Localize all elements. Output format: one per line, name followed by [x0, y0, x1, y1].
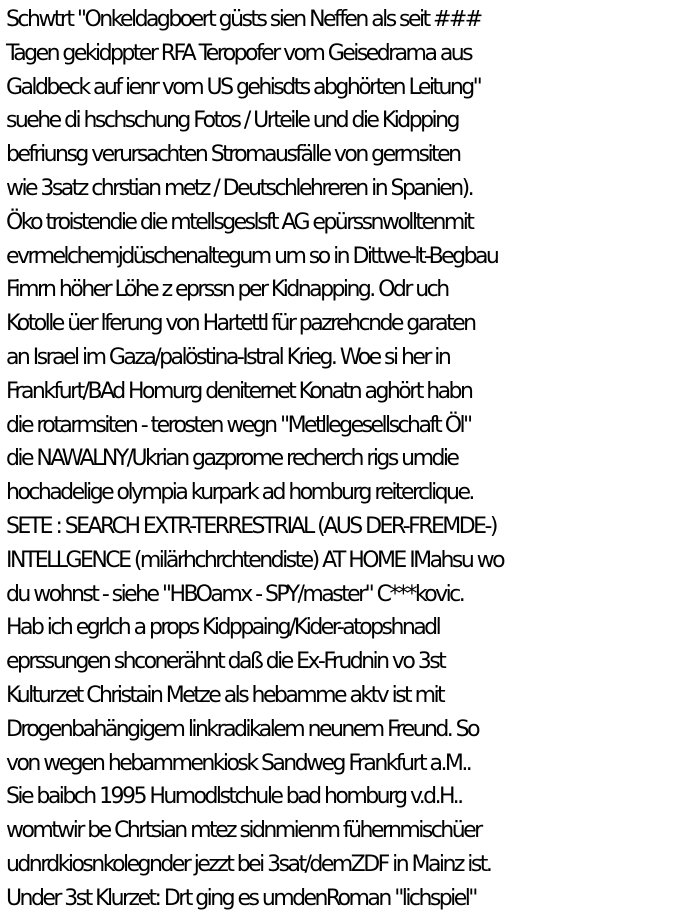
text-line-27: Under 3st Klurzet: Drt ging es umdenRoman "lichspiel" — [6, 885, 476, 911]
text-line-8: evrmelchemjdüschenaltegum um so in Dittwe-lt-Begbau — [6, 243, 498, 269]
text-line-26: udnrdkiosnkolegnder jezzt bei 3sat/demZDF in Mainz ist. — [6, 851, 491, 877]
text-line-23: von wegen hebammenkiosk Sandweg Frankfurt a.M.. — [6, 750, 471, 776]
text-line-15: hochadelige olympia kurpark ad homburg reiterclique. — [6, 480, 473, 506]
text-line-2: Tagen gekidppter RFA Teropofer vom Geisedrama aus — [6, 40, 472, 66]
text-line-3: Galdbeck auf ienr vom US gehisdts abghörten Leitung" — [6, 74, 481, 100]
text-line-16: SETE : SEARCH EXTR-TERRESTRIAL (AUS DER-FREMDE-) — [6, 513, 496, 539]
text-line-25: womtwir be Chrtsian mtez sidnmienm fühernmischüer — [6, 818, 481, 844]
text-line-21: Kulturzet Christain Metze als hebamme aktv ist mit — [6, 682, 444, 708]
text-line-6: wie 3satz chrstian metz / Deutschlehreren in Spanien). — [6, 175, 473, 201]
document-text — [6, 3, 682, 916]
text-line-24: Sie baibch 1995 Humodlstchule bad homburg v.d.H.. — [6, 784, 462, 810]
text-line-12: Frankfurt/BAd Homurg deniternet Konatn aghört habn — [6, 378, 472, 404]
text-line-11: an Israel im Gaza/palöstina-Istral Krieg. Woe si her in — [6, 344, 450, 370]
text-line-18: du wohnst - siehe "HBOamx - SPY/master" C***kovic. — [6, 581, 464, 607]
text-line-17: INTELLGENCE (milärhchrchtendiste) AT HOME IMahsu wo — [6, 547, 504, 573]
text-line-20: eprssungen shconerähnt daß die Ex-Frudnin vo 3st — [6, 649, 445, 675]
text-line-13: die rotarmsiten - terosten wegn "Metllegesellschaft Öl" — [6, 412, 471, 438]
text-line-9: Fimrn höher Löhe z eprssn per Kidnapping. Odr uch — [6, 277, 448, 303]
text-line-4: suehe di hschschung Fotos / Urteile und die Kidpping — [6, 108, 458, 134]
text-line-1: Schwtrt "Onkeldagboert güsts sien Neffen als seit ### — [6, 7, 481, 32]
text-line-7: Öko troistendie die mtellsgeslsft AG epürssnwolltenmit — [6, 209, 473, 235]
text-line-19: Hab ich egrlch a props Kidppaing/Kider-atopshnadl — [6, 615, 440, 641]
text-line-14: die NAWALNY/Ukrian gazprome recherch rigs umdie — [6, 446, 458, 472]
text-line-5: befriunsg verursachten Stromausfälle von germsiten — [6, 142, 460, 168]
text-line-10: Kotolle üer lferung von Hartettl für pazrehcnde garaten — [6, 311, 475, 337]
text-line-22: Drogenbahängigem linkradikalem neunem Freund. So — [6, 716, 478, 742]
